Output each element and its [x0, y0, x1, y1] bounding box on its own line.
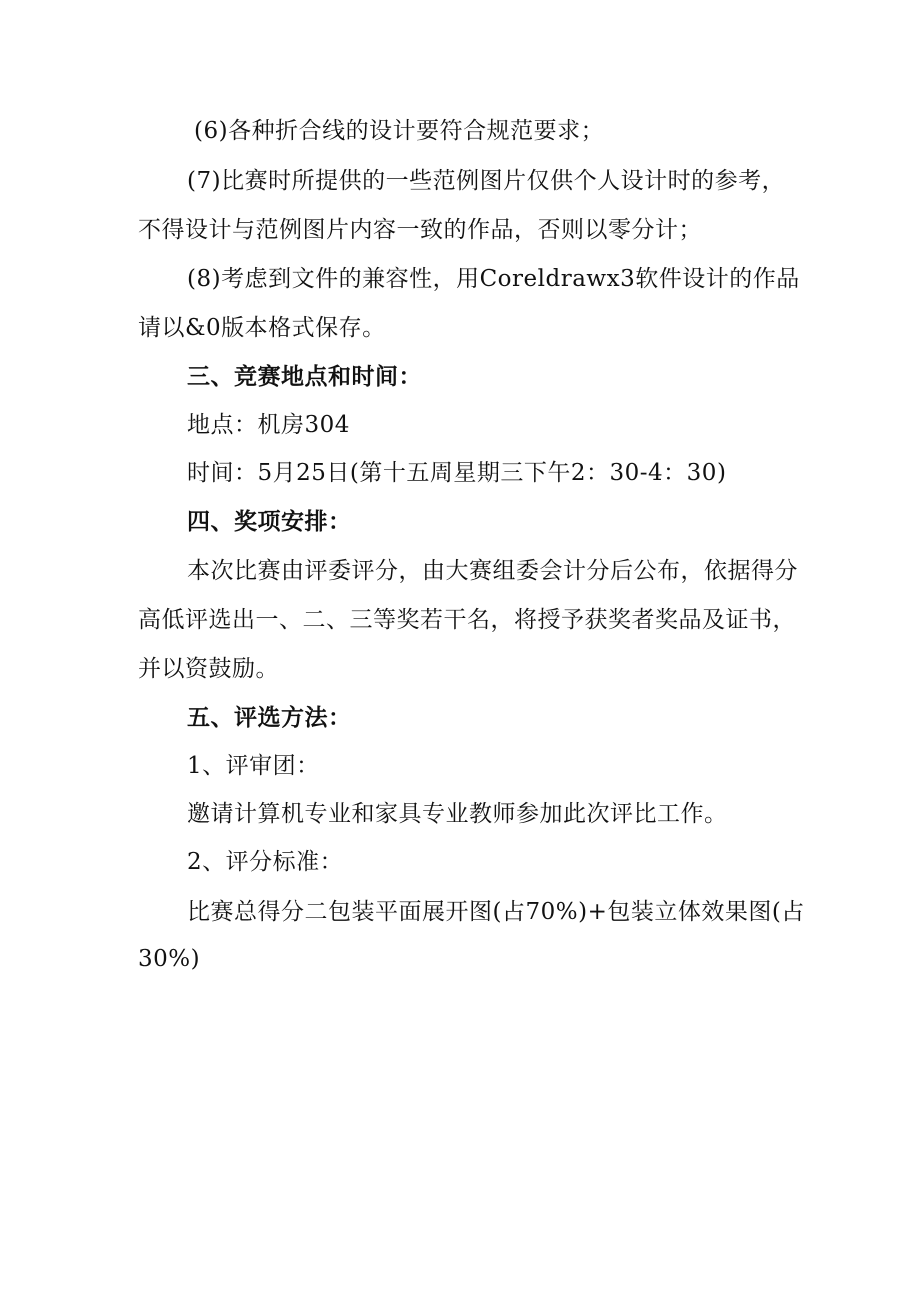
awards-line-1: 本次比赛由评委评分，由大赛组委会计分后公布，依据得分	[187, 558, 798, 584]
location-line: 地点：机房304	[187, 412, 350, 438]
jury-description: 邀请计算机专业和家具专业教师参加此次评比工作。	[187, 801, 728, 827]
awards-line-2: 高低评选出一、二、三等奖若干名，将授予获奖者奖品及证书，	[138, 607, 796, 633]
item-7-line-2: 不得设计与范例图片内容一致的作品，否则以零分计；	[138, 217, 702, 243]
section-heading-selection: 五、评选方法：	[187, 704, 352, 731]
section-heading-awards: 四、奖项安排：	[187, 508, 352, 535]
scoring-line-2: 30%)	[138, 946, 201, 972]
awards-line-3: 并以资鼓励。	[138, 656, 279, 682]
scoring-subheading: 2、评分标准：	[187, 849, 344, 875]
item-8-line-2: 请以&0版本格式保存。	[138, 315, 386, 341]
item-8-line-1: (8)考虑到文件的兼容性，用Coreldrawx3软件设计的作品	[187, 266, 800, 292]
section-heading-location-time: 三、竞赛地点和时间：	[187, 363, 422, 390]
jury-subheading: 1、评审团：	[187, 753, 320, 779]
time-line: 时间：5月25日(第十五周星期三下午2：30-4：30)	[187, 460, 727, 486]
item-6-folding-lines: (6)各种折合线的设计要符合规范要求；	[194, 118, 605, 144]
scoring-line-1: 比赛总得分二包装平面展开图(占70%)+包装立体效果图(占	[187, 899, 805, 925]
item-7-line-1: (7)比赛时所提供的一些范例图片仅供个人设计时的参考，	[187, 168, 786, 194]
